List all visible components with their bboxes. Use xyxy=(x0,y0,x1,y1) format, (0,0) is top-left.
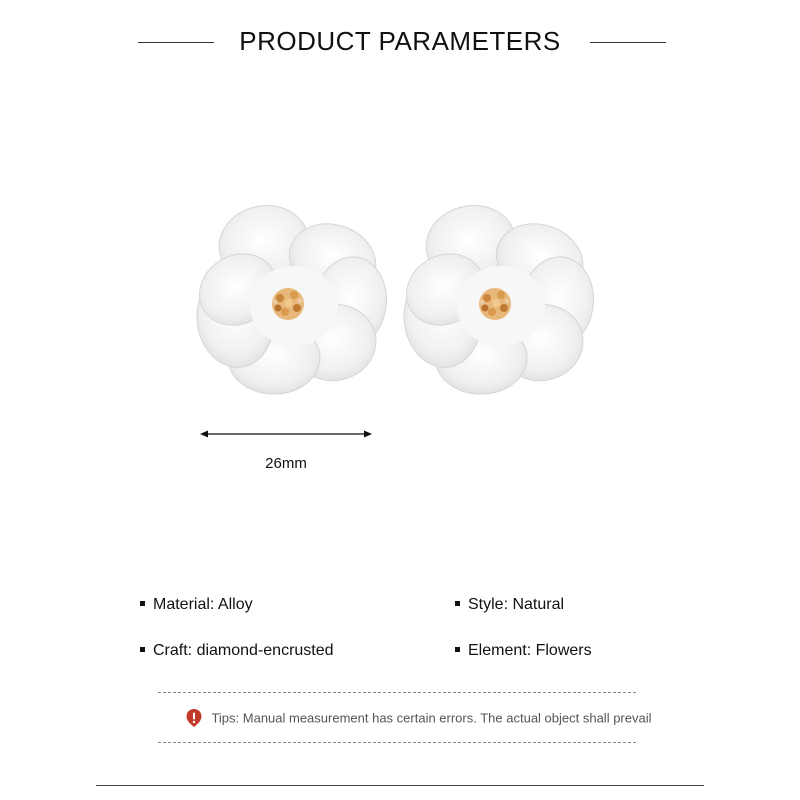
measurement-arrow xyxy=(198,424,374,444)
param-style-label: Style: Natural xyxy=(468,596,565,613)
right-earring xyxy=(393,197,599,394)
measurement-label: 26mm xyxy=(265,455,307,472)
param-style xyxy=(455,596,564,614)
param-material-label: Material: Alloy xyxy=(153,596,253,613)
bullet-icon xyxy=(455,601,460,606)
warning-icon xyxy=(185,708,203,728)
param-element xyxy=(455,642,592,660)
product-image xyxy=(170,190,600,420)
bullet-icon xyxy=(455,647,460,652)
param-element-label: Element: Flowers xyxy=(468,642,592,659)
tips-bottom-divider xyxy=(158,742,636,743)
param-material xyxy=(140,596,253,614)
tips-notice xyxy=(185,708,652,728)
parameters-list xyxy=(0,590,800,670)
left-earring xyxy=(186,197,392,394)
page-title: PRODUCT PARAMETERS xyxy=(239,26,561,56)
bullet-icon xyxy=(140,647,145,652)
bullet-icon xyxy=(140,601,145,606)
title-row xyxy=(0,22,800,62)
param-craft-label: Craft: diamond-encrusted xyxy=(153,642,334,659)
param-craft xyxy=(140,642,334,660)
bottom-divider xyxy=(96,785,704,786)
tips-text: Tips: Manual measurement has certain errors. The actual object shall prevail xyxy=(211,710,652,726)
tips-top-divider xyxy=(158,692,636,693)
title-right-line xyxy=(590,42,666,43)
